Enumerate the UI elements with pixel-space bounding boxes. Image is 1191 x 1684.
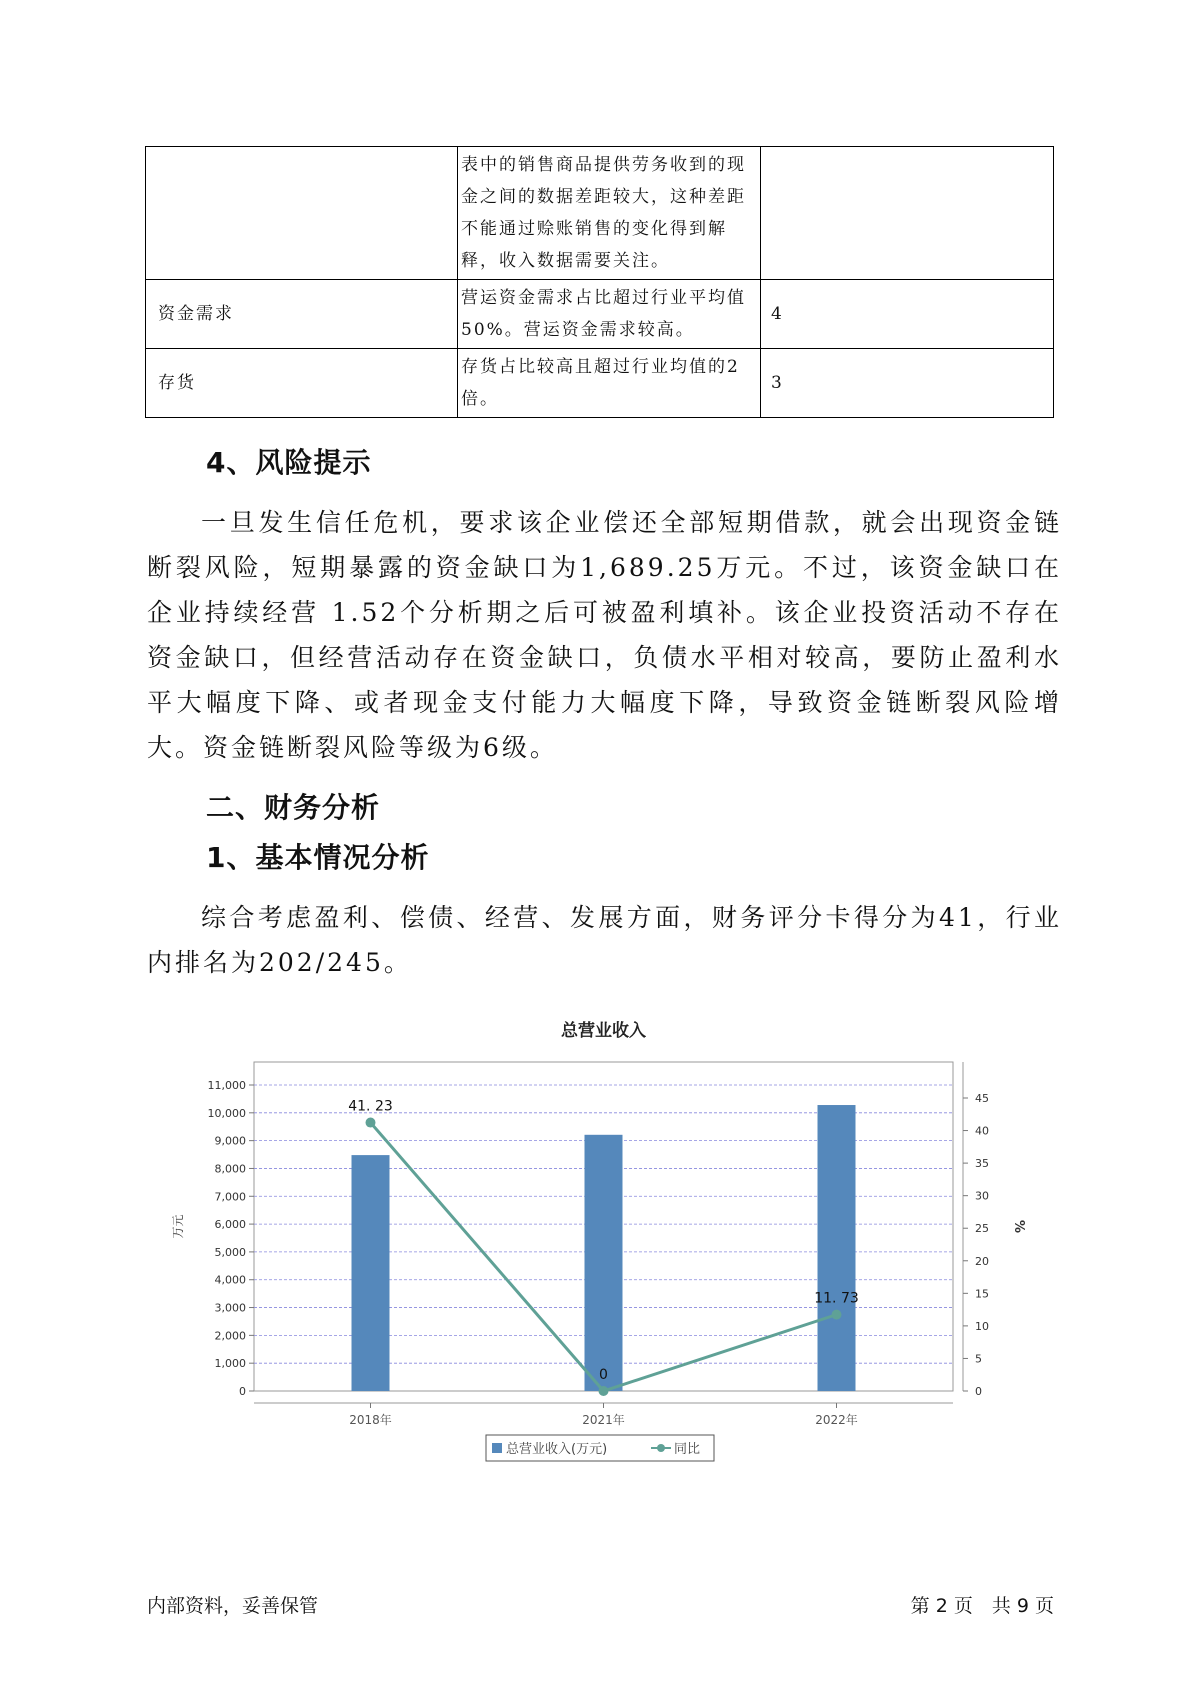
y-tick-label: 7,000: [214, 1190, 246, 1204]
table-row: [146, 147, 1054, 280]
table-cell-desc: 表中的销售商品提供劳务收到的现金之间的数据差距较大，这种差距不能通过赊账销售的变化得到解释，收入数据需要关注。: [458, 147, 761, 280]
footer-page-number: 第 2 页 共 9 页: [910, 1595, 1054, 1617]
y2-tick-label: 45: [975, 1092, 989, 1105]
y-tick-label: 3,000: [214, 1301, 246, 1315]
table-cell-score: 3: [761, 349, 1054, 418]
basic-heading: 1、基本情况分析: [206, 841, 430, 874]
revenue-chart: [170, 1010, 1040, 1470]
y-tick-label: 6,000: [214, 1218, 246, 1232]
table-row: [146, 349, 1054, 418]
table-cell-name: 资金需求: [146, 280, 458, 349]
y-tick-label: 0: [239, 1385, 246, 1398]
table-row: [146, 280, 1054, 349]
risk-heading: 4、风险提示: [206, 446, 372, 479]
bar: [352, 1155, 390, 1391]
x-tick-label: 2021年: [582, 1413, 625, 1427]
y2-tick-label: 15: [975, 1287, 989, 1301]
bar: [585, 1135, 623, 1391]
table-cell-name: [146, 147, 458, 280]
y-tick-label: 5,000: [214, 1245, 246, 1259]
risk-table: [145, 146, 1054, 418]
x-tick-label: 2018年: [349, 1413, 392, 1427]
y-tick-label: 2,000: [214, 1329, 246, 1343]
section-heading: 二、财务分析: [206, 791, 381, 824]
x-tick-label: 2022年: [815, 1413, 858, 1427]
y2-tick-label: 25: [975, 1222, 989, 1236]
legend-line-marker: [657, 1444, 665, 1452]
y-tick-label: 9,000: [214, 1134, 246, 1148]
y-tick-label: 1,000: [214, 1357, 246, 1371]
y-tick-label: 4,000: [214, 1273, 246, 1287]
y-tick-label: 8,000: [214, 1162, 246, 1176]
y2-tick-label: 10: [975, 1319, 989, 1333]
chart-title: 总营业收入: [561, 1021, 646, 1041]
basic-paragraph: 综合考虑盈利、偿债、经营、发展方面，财务评分卡得分为41，行业内排名为202/245。: [147, 903, 1062, 977]
data-label: 41. 23: [348, 1098, 393, 1115]
y-tick-label: 11,000: [207, 1079, 246, 1092]
y-axis-label: 万元: [171, 1214, 185, 1239]
bar: [818, 1105, 856, 1391]
table-cell-desc: 营运资金需求占比超过行业平均值50%。营运资金需求较高。: [458, 280, 761, 349]
line-point: [366, 1118, 376, 1128]
y2-tick-label: 35: [975, 1157, 989, 1171]
data-label: 0: [599, 1367, 608, 1383]
y2-tick-label: 0: [975, 1385, 982, 1398]
data-label: 11. 73: [814, 1290, 859, 1307]
y-tick-label: 10,000: [207, 1106, 246, 1120]
table-cell-score: 4: [761, 280, 1054, 349]
legend-bar-swatch: [492, 1443, 502, 1453]
risk-paragraph: 一旦发生信任危机，要求该企业偿还全部短期借款，就会出现资金链断裂风险，短期暴露的资金缺口为1,689.25万元。不过，该资金缺口在企业持续经营 1.52个分析期之后可被盈利填补。该企业投资活动不存在资金缺口，但经营活动存在资金缺口，负债水平相对较高，要防止盈利水平大幅度下降、或者现金支付能力大幅度下降，导致资金链断裂风险增大。资金链断裂风险等级为6级。: [147, 508, 1062, 762]
table-cell-desc: 存货占比较高且超过行业均值的2倍。: [458, 349, 761, 418]
y2-axis-label: %: [1011, 1219, 1026, 1234]
line-point: [599, 1386, 609, 1396]
line-point: [832, 1310, 842, 1320]
legend-line-label: 同比: [674, 1442, 701, 1457]
y2-tick-label: 30: [975, 1189, 989, 1203]
y2-tick-label: 20: [975, 1254, 989, 1268]
y2-tick-label: 40: [975, 1124, 989, 1138]
y2-tick-label: 5: [975, 1352, 982, 1366]
table-cell-score: [761, 147, 1054, 280]
footer-left: 内部资料，妥善保管: [147, 1595, 319, 1617]
table-cell-name: 存货: [146, 349, 458, 418]
legend-bar-label: 总营业收入(万元): [506, 1442, 608, 1457]
